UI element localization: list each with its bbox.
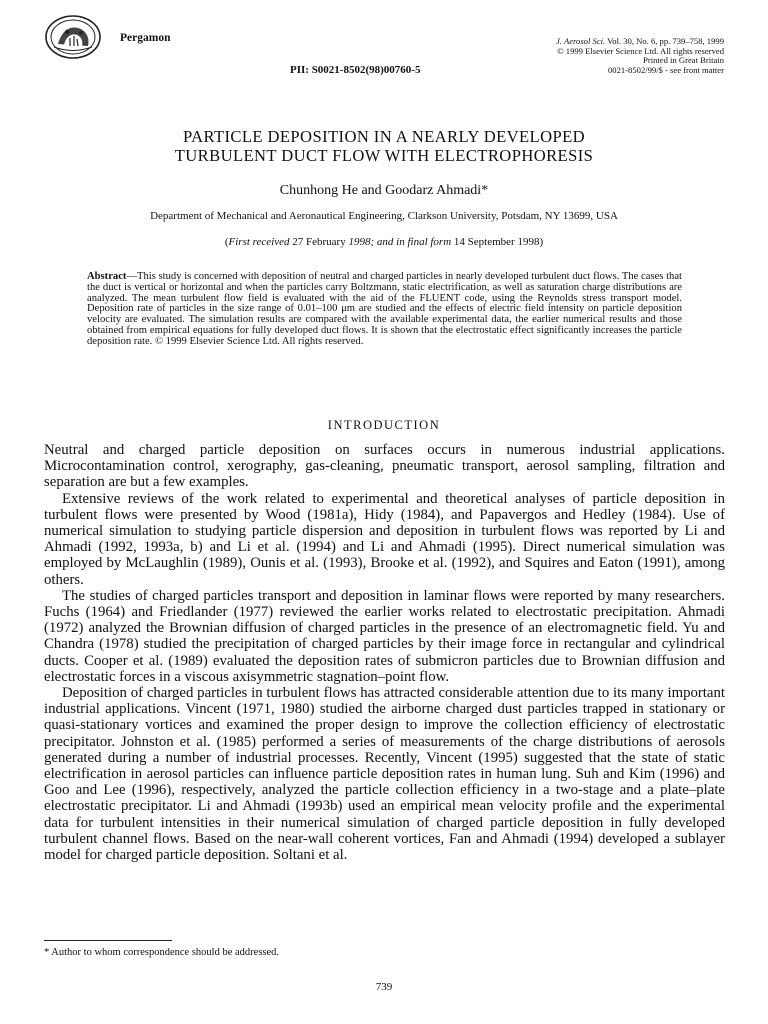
copyright-text: 1999 Elsevier Science Ltd. All rights reserved	[565, 45, 724, 56]
footnote-rule	[44, 940, 172, 941]
pii-code: PII: S0021-8502(98)00760-5	[290, 64, 421, 76]
received-final-date: 14 September	[453, 236, 515, 248]
section-heading: INTRODUCTION	[327, 418, 441, 432]
journal-name: J. Aerosol Sci.	[556, 36, 606, 46]
abstract	[87, 272, 682, 348]
publisher-name: Pergamon	[120, 32, 171, 44]
abstract-label: Abstract	[87, 271, 127, 282]
journal-info	[556, 37, 724, 75]
abstract-text: —This study is concerned with deposition of neutral and charged particles in nearly developed turbulent duct flows. The cases that the duct is vertical or horizontal and when the particles carry Boltzmann, static electrification, as well as saturation charge distributions are analyzed. The mean turbulent flow field is evaluated with the aid of the FLUENT code, using the Reynolds stress transport model. Deposition rate of particles in the size range of 0.01–100 μm are studied and the effects of electric field intensity on particle deposition velocity are evaluated. The simulation results are compared with the available experimental data, the earlier numerical results and those obtained from empirical equations for fully developed duct flows. It is shown that the electrostatic effect significantly increases the particle deposition rate. © 1999 Elsevier Science Ltd. All rights reserved.	[87, 271, 682, 347]
body-text	[44, 442, 725, 863]
authors: Chunhong He and Goodarz Ahmadi*	[279, 183, 489, 198]
title-line-2: TURBULENT DUCT FLOW WITH ELECTROPHORESIS	[174, 146, 594, 165]
issn: 0021-8502/99/$ - see front matter	[608, 64, 724, 75]
received-end: 1998)	[517, 236, 544, 248]
article-title	[0, 127, 768, 165]
copyright-icon: ©	[557, 45, 564, 56]
paragraph: Neutral and charged particle deposition on surfaces occurs in numerous industrial applications. Microcontamination control, xerography, gas-cleaning, pneumatic transport, aerosol sampling, filtration and separation are but a few examples.	[44, 442, 725, 491]
journal-details: Vol. 30, No. 6, pp. 739–758, 1999	[607, 36, 724, 46]
title-line-1: PARTICLE DEPOSITION IN A NEARLY DEVELOPED	[183, 127, 585, 146]
footnote: * Author to whom correspondence should be addressed.	[44, 947, 280, 958]
received-dates: (First received 27 February 1998; and in final form 14 September 1998)	[224, 236, 544, 248]
paragraph: The studies of charged particles transport and deposition in laminar flows were reported by many researchers. Fuchs (1964) and Friedlander (1977) reviewed the earlier works related to electrostatic precipitation. Ahmadi (1972) analyzed the Brownian diffusion of charged particles in the presence of an electromagnetic field. Yu and Chandra (1978) studied the precipitation of charged particles by their image force in rectangular and cylindrical ducts. Cooper et al. (1989) evaluated the deposition rates of submicron particles due to Brownian diffusion and electrostatic forces in a viscous axisymmetric stagnation–point flow.	[44, 587, 725, 685]
printed-in: Printed in Great Britain	[643, 55, 724, 66]
affiliation: Department of Mechanical and Aeronautical Engineering, Clarkson University, Potsdam, NY 13699, USA	[150, 210, 618, 222]
paragraph: Extensive reviews of the work related to experimental and theoretical analyses of particle deposition in turbulent flows were presented by Wood (1981a), Hidy (1984), and Papavergos and Hedley (1984). Use of numerical simulation to studying particle dispersion and deposition in turbulent flows was reported by Li and Ahmadi (1992, 1993a, b) and Li et al. (1994) and Li and Ahmadi (1995). Direct numerical simulation was employed by McLaughlin (1989), Ounis et al. (1993), Brooke et al. (1992), and Squires and Eaton (1991), among others.	[44, 490, 725, 588]
received-mid-label: 1998; and in final form	[348, 236, 452, 248]
paragraph: Deposition of charged particles in turbulent flows has attracted considerable attention due to its many important industrial applications. Vincent (1971, 1980) studied the airborne charged dust particles trapped in stationary or quasi-stationary vortices and examined the proper design to improve the collection efficiency of electrostatic precipitator. Johnston et al. (1985) performed a series of measurements of the charge distributions of aerosols generated during a number of industrial processes. Recently, Vincent (1995) suggested that the state of static electrification in aerosol particles can influence particle deposition rates in human lung. Suh and Kim (1996) and Goo and Lee (1996), respectively, analyzed the particle collection efficiency in a two-stage and a plate–plate electrostatic precipitator. Li and Ahmadi (1993b) used an empirical mean velocity profile and the experimental data for turbulent intensities in their numerical simulation of charged particle deposition in fully developed turbulent channel flows. Based on the near-wall coherent vortices, Fan and Ahmadi (1994) developed a sublayer model for charged particle deposition. Soltani et al.	[44, 685, 725, 864]
received-first-date: 27 February	[292, 236, 346, 248]
elsevier-tree-logo-icon	[44, 14, 102, 60]
publisher-logo	[44, 14, 102, 60]
received-first-label: First received	[228, 236, 290, 248]
page-number: 739	[375, 981, 393, 993]
